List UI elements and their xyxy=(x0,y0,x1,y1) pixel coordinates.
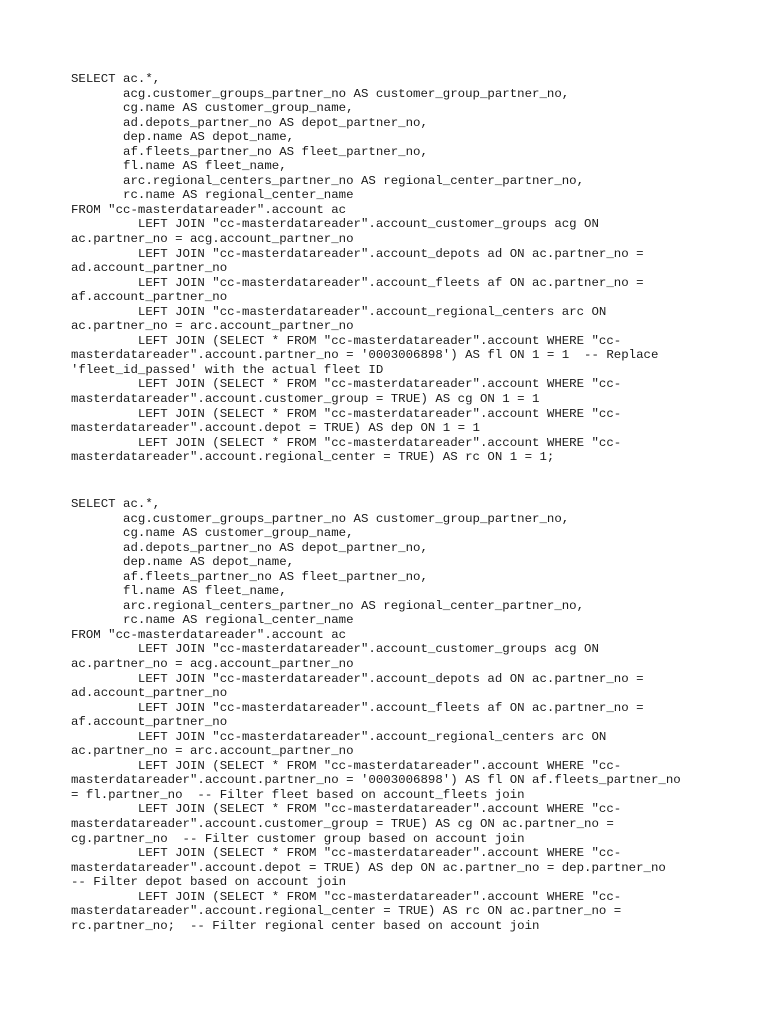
code-line: LEFT JOIN (SELECT * FROM "cc-masterdatareader".account WHERE "cc- xyxy=(71,889,622,904)
code-line: af.account_partner_no xyxy=(71,715,228,730)
code-line: LEFT JOIN (SELECT * FROM "cc-masterdatareader".account WHERE "cc- xyxy=(71,802,622,817)
code-line: ac.partner_no = arc.account_partner_no xyxy=(71,319,354,334)
code-line: dep.name AS depot_name, xyxy=(71,130,295,145)
code-line: LEFT JOIN "cc-masterdatareader".account_depots ad ON ac.partner_no = xyxy=(71,246,644,261)
code-line: FROM "cc-masterdatareader".account ac xyxy=(71,627,347,642)
code-line: masterdatareader".account.regional_center = TRUE) AS rc ON 1 = 1; xyxy=(71,450,555,465)
code-line: dep.name AS depot_name, xyxy=(71,555,295,570)
code-line: LEFT JOIN (SELECT * FROM "cc-masterdatareader".account WHERE "cc- xyxy=(71,333,622,348)
code-line: LEFT JOIN "cc-masterdatareader".account_depots ad ON ac.partner_no = xyxy=(71,671,644,686)
code-line: LEFT JOIN (SELECT * FROM "cc-masterdatareader".account WHERE "cc- xyxy=(71,435,622,450)
sql-query-block xyxy=(71,497,711,933)
code-line: LEFT JOIN "cc-masterdatareader".account_regional_centers arc ON xyxy=(71,729,607,744)
code-line: ac.partner_no = arc.account_partner_no xyxy=(71,744,354,759)
code-line: ad.account_partner_no xyxy=(71,261,228,276)
code-line: fl.name AS fleet_name, xyxy=(71,584,287,599)
code-line: masterdatareader".account.partner_no = '0003006898') AS fl ON 1 = 1 -- Replace xyxy=(71,348,659,363)
code-line: LEFT JOIN "cc-masterdatareader".account_regional_centers arc ON xyxy=(71,304,607,319)
code-line: af.fleets_partner_no AS fleet_partner_no, xyxy=(71,144,428,159)
sql-query-block xyxy=(71,72,711,465)
code-line: acg.customer_groups_partner_no AS customer_group_partner_no, xyxy=(71,86,570,101)
code-line: cg.name AS customer_group_name, xyxy=(71,101,354,116)
code-line: masterdatareader".account.customer_group = TRUE) AS cg ON ac.partner_no = xyxy=(71,817,614,832)
code-line: -- Filter depot based on account join xyxy=(71,875,347,890)
code-line: SELECT ac.*, xyxy=(71,497,161,511)
code-line: LEFT JOIN "cc-masterdatareader".account_fleets af ON ac.partner_no = xyxy=(71,700,644,715)
code-line: arc.regional_centers_partner_no AS regional_center_partner_no, xyxy=(71,173,585,188)
code-line: masterdatareader".account.customer_group = TRUE) AS cg ON 1 = 1 xyxy=(71,392,540,407)
code-line: rc.partner_no; -- Filter regional center based on account join xyxy=(71,918,540,933)
code-line: LEFT JOIN "cc-masterdatareader".account_fleets af ON ac.partner_no = xyxy=(71,275,644,290)
code-line: ac.partner_no = acg.account_partner_no xyxy=(71,232,354,247)
code-line: FROM "cc-masterdatareader".account ac xyxy=(71,202,347,217)
code-line: rc.name AS regional_center_name xyxy=(71,613,354,628)
code-line: LEFT JOIN (SELECT * FROM "cc-masterdatareader".account WHERE "cc- xyxy=(71,846,622,861)
code-line: masterdatareader".account.depot = TRUE) AS dep ON 1 = 1 xyxy=(71,421,480,436)
code-line: masterdatareader".account.depot = TRUE) AS dep ON ac.partner_no = dep.partner_no xyxy=(71,860,666,875)
code-line: cg.name AS customer_group_name, xyxy=(71,526,354,541)
code-line: af.fleets_partner_no AS fleet_partner_no, xyxy=(71,569,428,584)
code-line: LEFT JOIN (SELECT * FROM "cc-masterdatareader".account WHERE "cc- xyxy=(71,377,622,392)
code-line: ad.depots_partner_no AS depot_partner_no, xyxy=(71,115,428,130)
code-line: LEFT JOIN "cc-masterdatareader".account_customer_groups acg ON xyxy=(71,217,599,232)
code-line: ac.partner_no = acg.account_partner_no xyxy=(71,657,354,672)
code-line: acg.customer_groups_partner_no AS customer_group_partner_no, xyxy=(71,511,570,526)
code-line: rc.name AS regional_center_name xyxy=(71,188,354,203)
code-line: 'fleet_id_passed' with the actual fleet ID xyxy=(71,362,384,377)
code-line: cg.partner_no -- Filter customer group based on account join xyxy=(71,831,525,846)
code-line: masterdatareader".account.partner_no = '0003006898') AS fl ON af.fleets_partner_no xyxy=(71,773,681,788)
code-line: SELECT ac.*, xyxy=(71,72,161,86)
code-line: = fl.partner_no -- Filter fleet based on account_fleets join xyxy=(71,787,525,802)
code-line: LEFT JOIN (SELECT * FROM "cc-masterdatareader".account WHERE "cc- xyxy=(71,406,622,421)
code-line: af.account_partner_no xyxy=(71,290,228,305)
code-line: ad.account_partner_no xyxy=(71,686,228,701)
code-line: arc.regional_centers_partner_no AS regional_center_partner_no, xyxy=(71,598,585,613)
code-line: LEFT JOIN "cc-masterdatareader".account_customer_groups acg ON xyxy=(71,642,599,657)
code-line: fl.name AS fleet_name, xyxy=(71,159,287,174)
code-line: LEFT JOIN (SELECT * FROM "cc-masterdatareader".account WHERE "cc- xyxy=(71,758,622,773)
code-line: ad.depots_partner_no AS depot_partner_no, xyxy=(71,540,428,555)
code-line: masterdatareader".account.regional_center = TRUE) AS rc ON ac.partner_no = xyxy=(71,904,622,919)
